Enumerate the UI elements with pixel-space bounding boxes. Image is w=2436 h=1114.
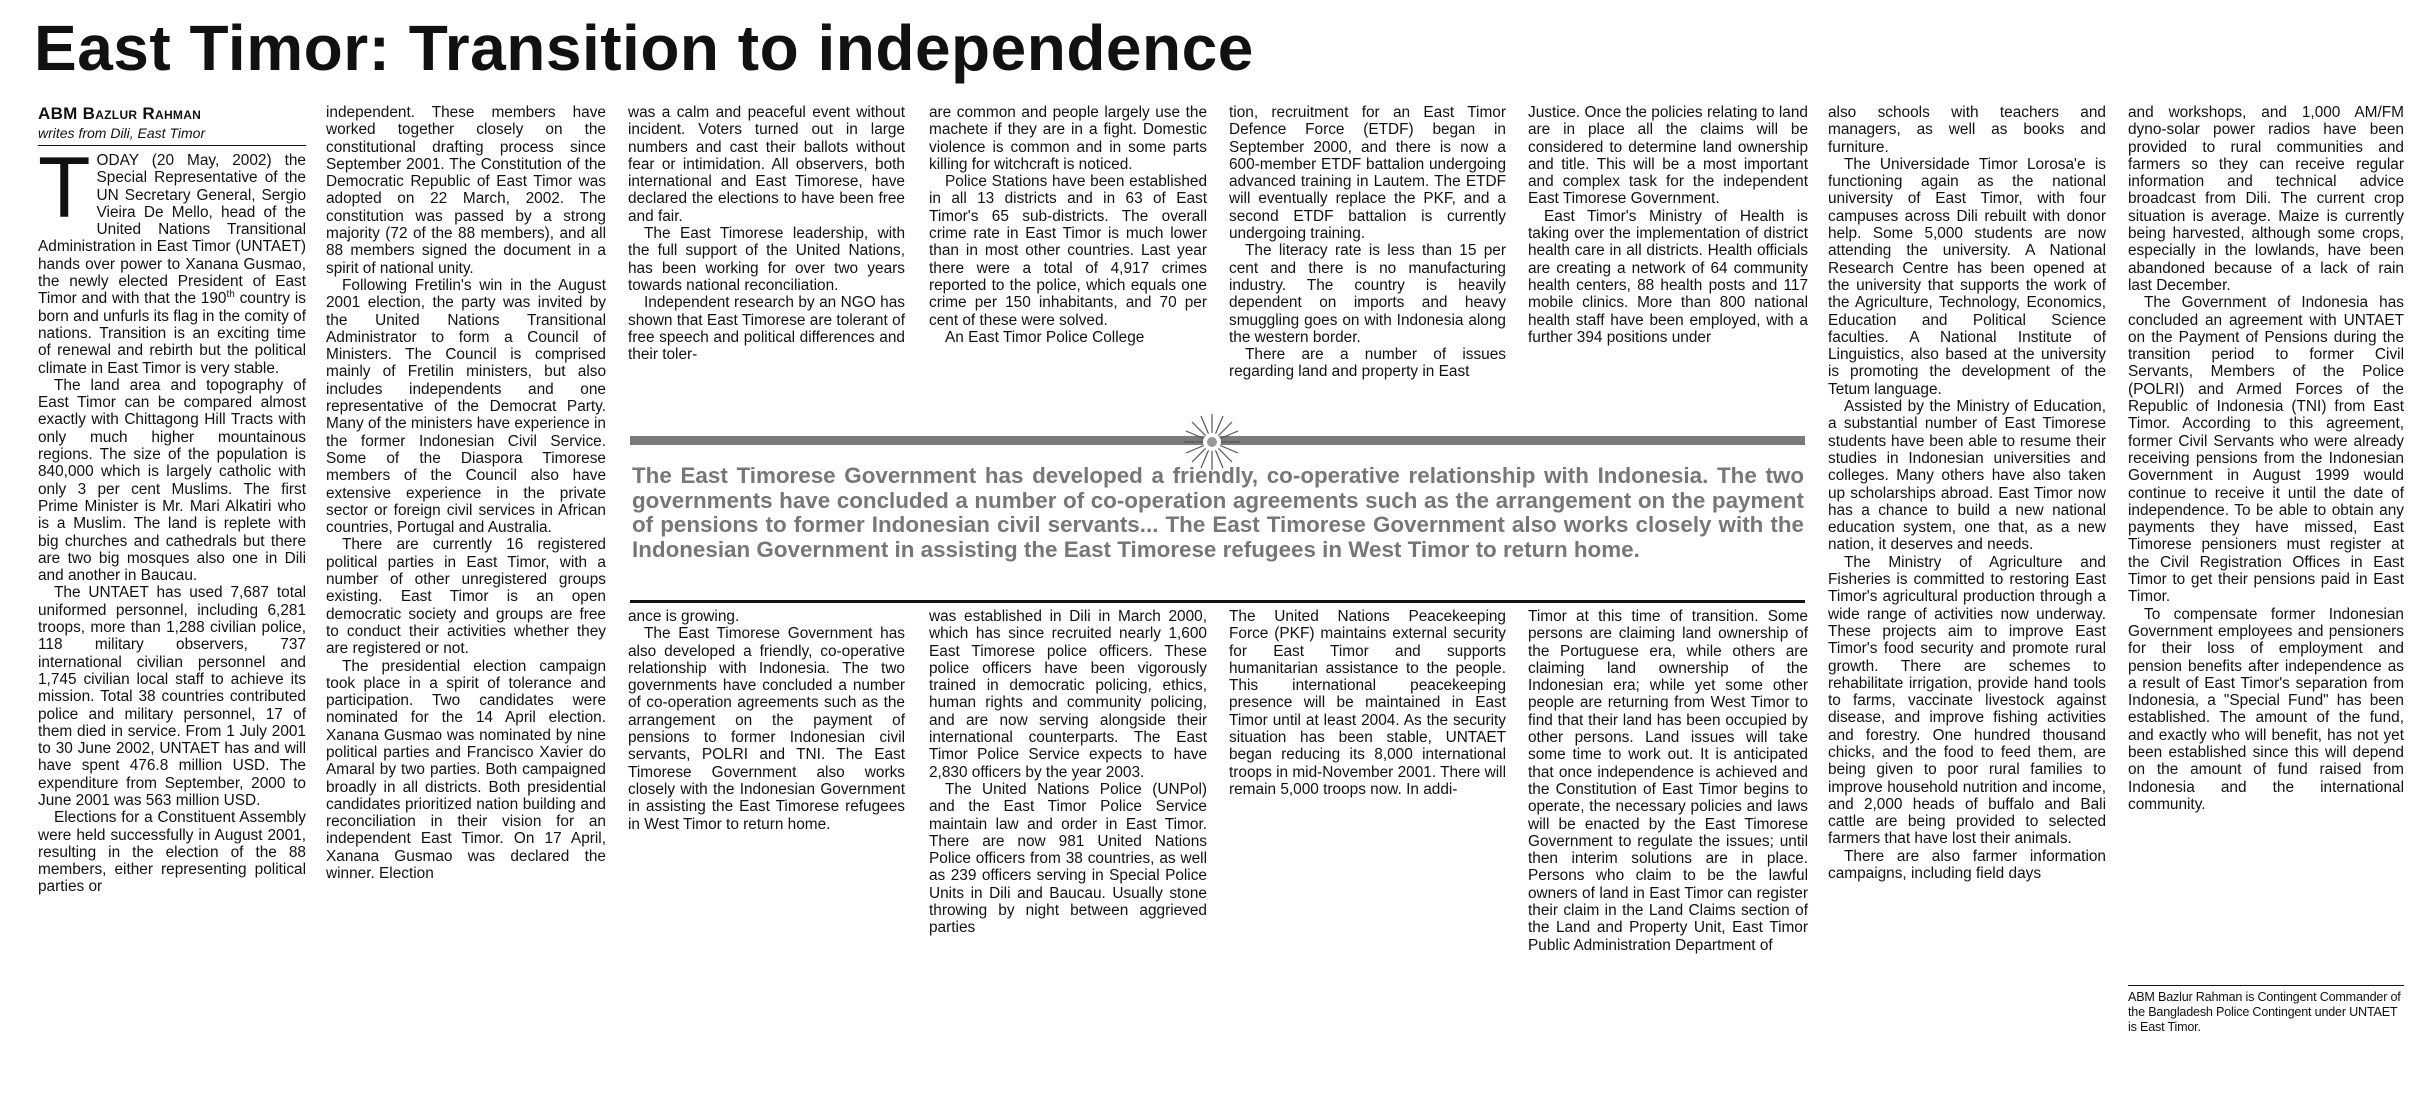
article-column-8 [2128, 104, 2404, 813]
paragraph: Police Stations have been established in all 13 districts and in 63 of East Timor's 65 sub-districts. The overall crime rate in East Timor is much lower than in most other countries. Last year there were a total of 4,917 crimes reported to the police, which equals one crime per 150 inhabitants, and 70 per cent of these were solved. [929, 173, 1207, 329]
ordinal-suffix: th [226, 289, 235, 301]
author-bio: ABM Bazlur Rahman is Contingent Commander of the Bangladesh Police Contingent under UNTAET is East Timor. [2128, 990, 2401, 1034]
paragraph: There are also farmer information campaigns, including field days [1828, 847, 2106, 883]
paragraph: and workshops, and 1,000 AM/FM dyno-solar power radios have been provided to rural communities and farmers so they can receive regular information and technical advice broadcast from Dili. The current crop situation is average. Maize is currently being harvested, although some crops, especially in the lowlands, have been abandoned because of a lack of rain last December. [2128, 104, 2404, 294]
article-column-7 [1828, 104, 2106, 882]
paragraph: was established in Dili in March 2000, which has since recruited nearly 1,600 East Timorese police officers. These police officers have been vigorously trained in democratic policing, ethics, human rights and community policing, and are now serving alongside their international counterparts. The East Timor Police Service expects to have 2,830 officers by the year 2003. [929, 608, 1207, 781]
paragraph: Following Fretilin's win in the August 2001 election, the party was invited by the United Nations Transitional Administrator to form a Council of Ministers. The Council is comprised mainly of Fretilin ministers, but also includes independents and one representative of the Democrat Party. Many of the ministers have experience in the former Indonesian Civil Service. Some of the Diaspora Timorese members of the Council also have extensive experience in the private sector or foreign civil services in African countries, Portugal and Australia. [326, 276, 606, 537]
paragraph: The literacy rate is less than 15 per cent and there is no manufacturing industry. The country is heavily dependent on imports and heavy smuggling goes on with Indonesia along the western border. [1229, 242, 1506, 346]
paragraph: The Universidade Timor Lorosa'e is functioning again as the national university of East Timor, with four campuses across Dili rebuilt with donor help. Some 5,000 students are now attending the university. A National Research Centre has been opened at the university that supports the work of the Agriculture, Technology, Economics, Education and Political Science faculties. A National Institute of Linguistics, also based at the university is promoting the development of the Tetum language. [1828, 155, 2106, 398]
paragraph: The Ministry of Agriculture and Fisheries is committed to restoring East Timor's agricultural production through a wide range of activities now underway. These projects aim to improve East Timor's food security and promote rural growth. There are schemes to rehabilitate irrigation, provide hand tools to farms, vaccinate livestock against disease, and improve fishing activities and forestry. One hundred thousand chicks, and the food to feed them, are being given to poor rural families to improve household nutrition and income, and 2,000 heads of buffalo and Bali cattle are being provided to selected farmers that have lost their animals. [1828, 553, 2106, 848]
paragraph: was a calm and peaceful event without incident. Voters turned out in large numbers and cast their ballots without fear or intimidation. All observers, both international and East Timorese, have declared the elections to have been free and fair. [628, 104, 905, 225]
pull-quote: The East Timorese Government has developed a friendly, co-operative relationship with Indonesia. The two governments have concluded a number of co-operation agreements such as the arrangement on the payment of pensions to former Indonesian civil servants... The East Timorese Government also works closely with the Indonesian Government in assisting the East Timorese refugees in West Timor to return home. [632, 463, 1804, 562]
paragraph: ance is growing. [628, 608, 740, 625]
byline-author: ABM Bazlur Rahman [38, 104, 202, 123]
paragraph: The presidential election campaign took place in a spirit of tolerance and participation. Two candidates were nominated for the 14 April election. Xanana Gusmao was nominated by nine political parties and Francisco Xavier do Amaral by two parties. Both campaigned broadly in all districts. Both presidential candidates prioritized nation building and reconciliation in their vision for an independent East Timor. On 17 April, Xanana Gusmao was declared the winner. Election [326, 657, 606, 883]
paragraph: Justice. Once the policies relating to land are in place all the claims will be considered to determine land ownership and title. This will be a most important and complex task for the independent East Timorese Government. [1528, 104, 1808, 208]
paragraph: independent. These members have worked together closely on the constitutional drafting process since September 2001. The Constitution of the Democratic Republic of East Timor was adopted on 22 March, 2002. The constitution was passed by a strong majority (72 of the 88 members), and all 88 members signed the document in a spirit of national unity. [326, 104, 606, 277]
paragraph: tion, recruitment for an East Timor Defence Force (ETDF) began in September 2000, and there is now a 600-member ETDF battalion undergoing advanced training in Lautem. The ETDF will eventually replace the PKF, and a second ETDF battalion is currently undergoing training. [1229, 104, 1506, 243]
lead-text: ODAY (20 May, 2002) the Special Representative of the UN Secretary General, Sergio Vieira De Mello, head of the United Nations Transitional Administration in East Timor (UNTAET) hands over power to Xanana Gusmao, the newly elected President of East Timor and with that the 190 [38, 152, 306, 308]
paragraph: The East Timorese Government has also developed a friendly, co-operative relationship with Indonesia. The two governments have concluded a number of co-operation agreements such as the arrangement on the payment of pensions to former Indonesian civil servants, POLRI and TNI. The East Timorese Government also works closely with the Indonesian Government in assisting the East Timorese refugees in West Timor to return home. [628, 625, 905, 833]
byline-location: writes from Dili, East Timor [38, 125, 206, 141]
headline: East Timor: Transition to independence [34, 12, 1254, 84]
paragraph: Independent research by an NGO has shown that East Timorese are tolerant of free speech and political differences and their toler- [628, 294, 905, 364]
paragraph: The Government of Indonesia has concluded an agreement with UNTAET on the Payment of Pensions during the transition period to former Civil Servants, Members of the Police (POLRI) and Armed Forces of the Republic of Indonesia (TNI) from East Timor. According to this agreement, former Civil Servants who were already receiving pensions from the Indonesian Government in August 1999 would continue to receive it until the date of independence. To be able to obtain any payments they have missed, East Timorese pensioners must register at the Civil Registration Offices in East Timor to get their pensions paid in East Timor. [2128, 294, 2404, 606]
drop-cap: T [38, 140, 91, 236]
article-column-5-bottom [1229, 608, 1506, 798]
article-column-4-top [929, 104, 1207, 346]
pull-quote-bottom-rule [630, 600, 1805, 603]
article-column-5-top [1229, 104, 1506, 381]
paragraph: The East Timorese leadership, with the full support of the United Nations, has been working for over two years towards national reconciliation. [628, 225, 905, 294]
lead-paragraph [38, 140, 306, 377]
article-column-2 [326, 104, 606, 882]
article-column-6-top [1528, 104, 1808, 346]
paragraph: The United Nations Peacekeeping Force (PKF) maintains external security for East Timor and supports humanitarian assistance to the people. This international peacekeeping presence will be maintained in East Timor until at least 2004. As the security situation has been stable, UNTAET began reducing its 8,000 international troops in mid-November 2001. There will remain 5,000 troops now. In addi- [1229, 608, 1506, 798]
paragraph: There are currently 16 registered political parties in East Timor, with a number of other unregistered groups existing. East Timor is an open democratic society and groups are free to conduct their activities whether they are registered or not. [326, 536, 606, 658]
paragraph: East Timor's Ministry of Health is taking over the implementation of district health care in all districts. Health officials are creating a network of 64 community health centers, 88 health posts and 117 mobile clinics. More than 800 national health staff have been employed, with a further 394 positions under [1528, 207, 1808, 346]
paragraph: The land area and topography of East Timor can be compared almost exactly with Chittagong Hill Tracts with only much higher mountainous regions. The size of the population is 840,000 which is largely catholic with only 3 per cent Muslims. The first Prime Minister is Mr. Mari Alkatiri who is a Muslim. The land is replete with big churches and cathedrals but there are two big mosques also one in Dili and another in Baucau. [38, 376, 306, 585]
article-column-3-bottom [628, 608, 905, 833]
paragraph: Assisted by the Ministry of Education, a substantial number of East Timorese students have been able to resume their studies in Indonesian universities and colleges. Many others have also taken up scholarships abroad. East Timor now has a chance to build a new national education system, one that, as a new nation, it deserves and needs. [1828, 398, 2106, 554]
paragraph: also schools with teachers and managers, as well as books and furniture. [1828, 104, 2106, 156]
paragraph: Timor at this time of transition. Some persons are claiming land ownership of the Portuguese era, while others are claiming land ownership of the Indonesian era; while yet some other people are returning from West Timor to find that their land has been occupied by other persons. Land issues will take some time to work out. It is anticipated that once independence is achieved and the Constitution of East Timor begins to operate, the necessary policies and laws will be enacted by the East Timorese Government to regulate the issues; until then interim solutions are in place. Persons who claim to be the lawful owners of land in East Timor can register their claim in the Land Claims section of the Land and Property Unit, East Timor Public Administration Department of [1528, 608, 1808, 954]
article-column-4-bottom [929, 608, 1207, 937]
paragraph: Elections for a Constituent Assembly were held successfully in August 2001, resulting in the election of the 88 members, either representing political parties or [38, 809, 306, 896]
author-bio-rule [2128, 985, 2404, 986]
paragraph: The United Nations Police (UNPol) and the East Timor Police Service maintain law and order in East Timor. There are now 981 United Nations Police officers from 38 countries, as well as 239 officers serving in Special Police Units in Dili and Baucau. Usually stone throwing by night between aggrieved parties [929, 780, 1207, 937]
article-column-3-top [628, 104, 905, 363]
article-column-6-bottom [1528, 608, 1808, 954]
paragraph: are common and people largely use the machete if they are in a fight. Domestic violence is common and in some parts killing for witchcraft is noticed. [929, 104, 1207, 173]
paragraph: There are a number of issues regarding land and property in East [1229, 346, 1506, 381]
lead-text-end: country is born and unfurls its flag in the comity of nations. Transition is an exciting time of renewal and rebirth but the political climate in East Timor is very stable. [38, 290, 306, 377]
paragraph: To compensate former Indonesian Government employees and pensioners for their loss of employment and pension benefits after independence as a result of East Timor's separation from Indonesia, a "Special Fund" has been established. The amount of the fund, and exactly who will benefit, has not yet been established since this will depend on the amount of fund raised from Indonesia and the international community. [2128, 605, 2404, 813]
article-column-1 [38, 104, 306, 896]
paragraph: The UNTAET has used 7,687 total uniformed personnel, including 6,281 troops, more than 1,288 civilian police, 118 military observers, 737 international civilian personnel and 1,745 civilian local staff to achieve its mission. Total 38 countries contributed police and military personnel, 17 of them died in service. From 1 July 2001 to 30 June 2002, UNTAET has and will have spent 476.8 million USD. The expenditure from September, 2000 to June 2001 was 563 million USD. [38, 584, 306, 809]
paragraph: An East Timor Police College [945, 328, 1145, 346]
